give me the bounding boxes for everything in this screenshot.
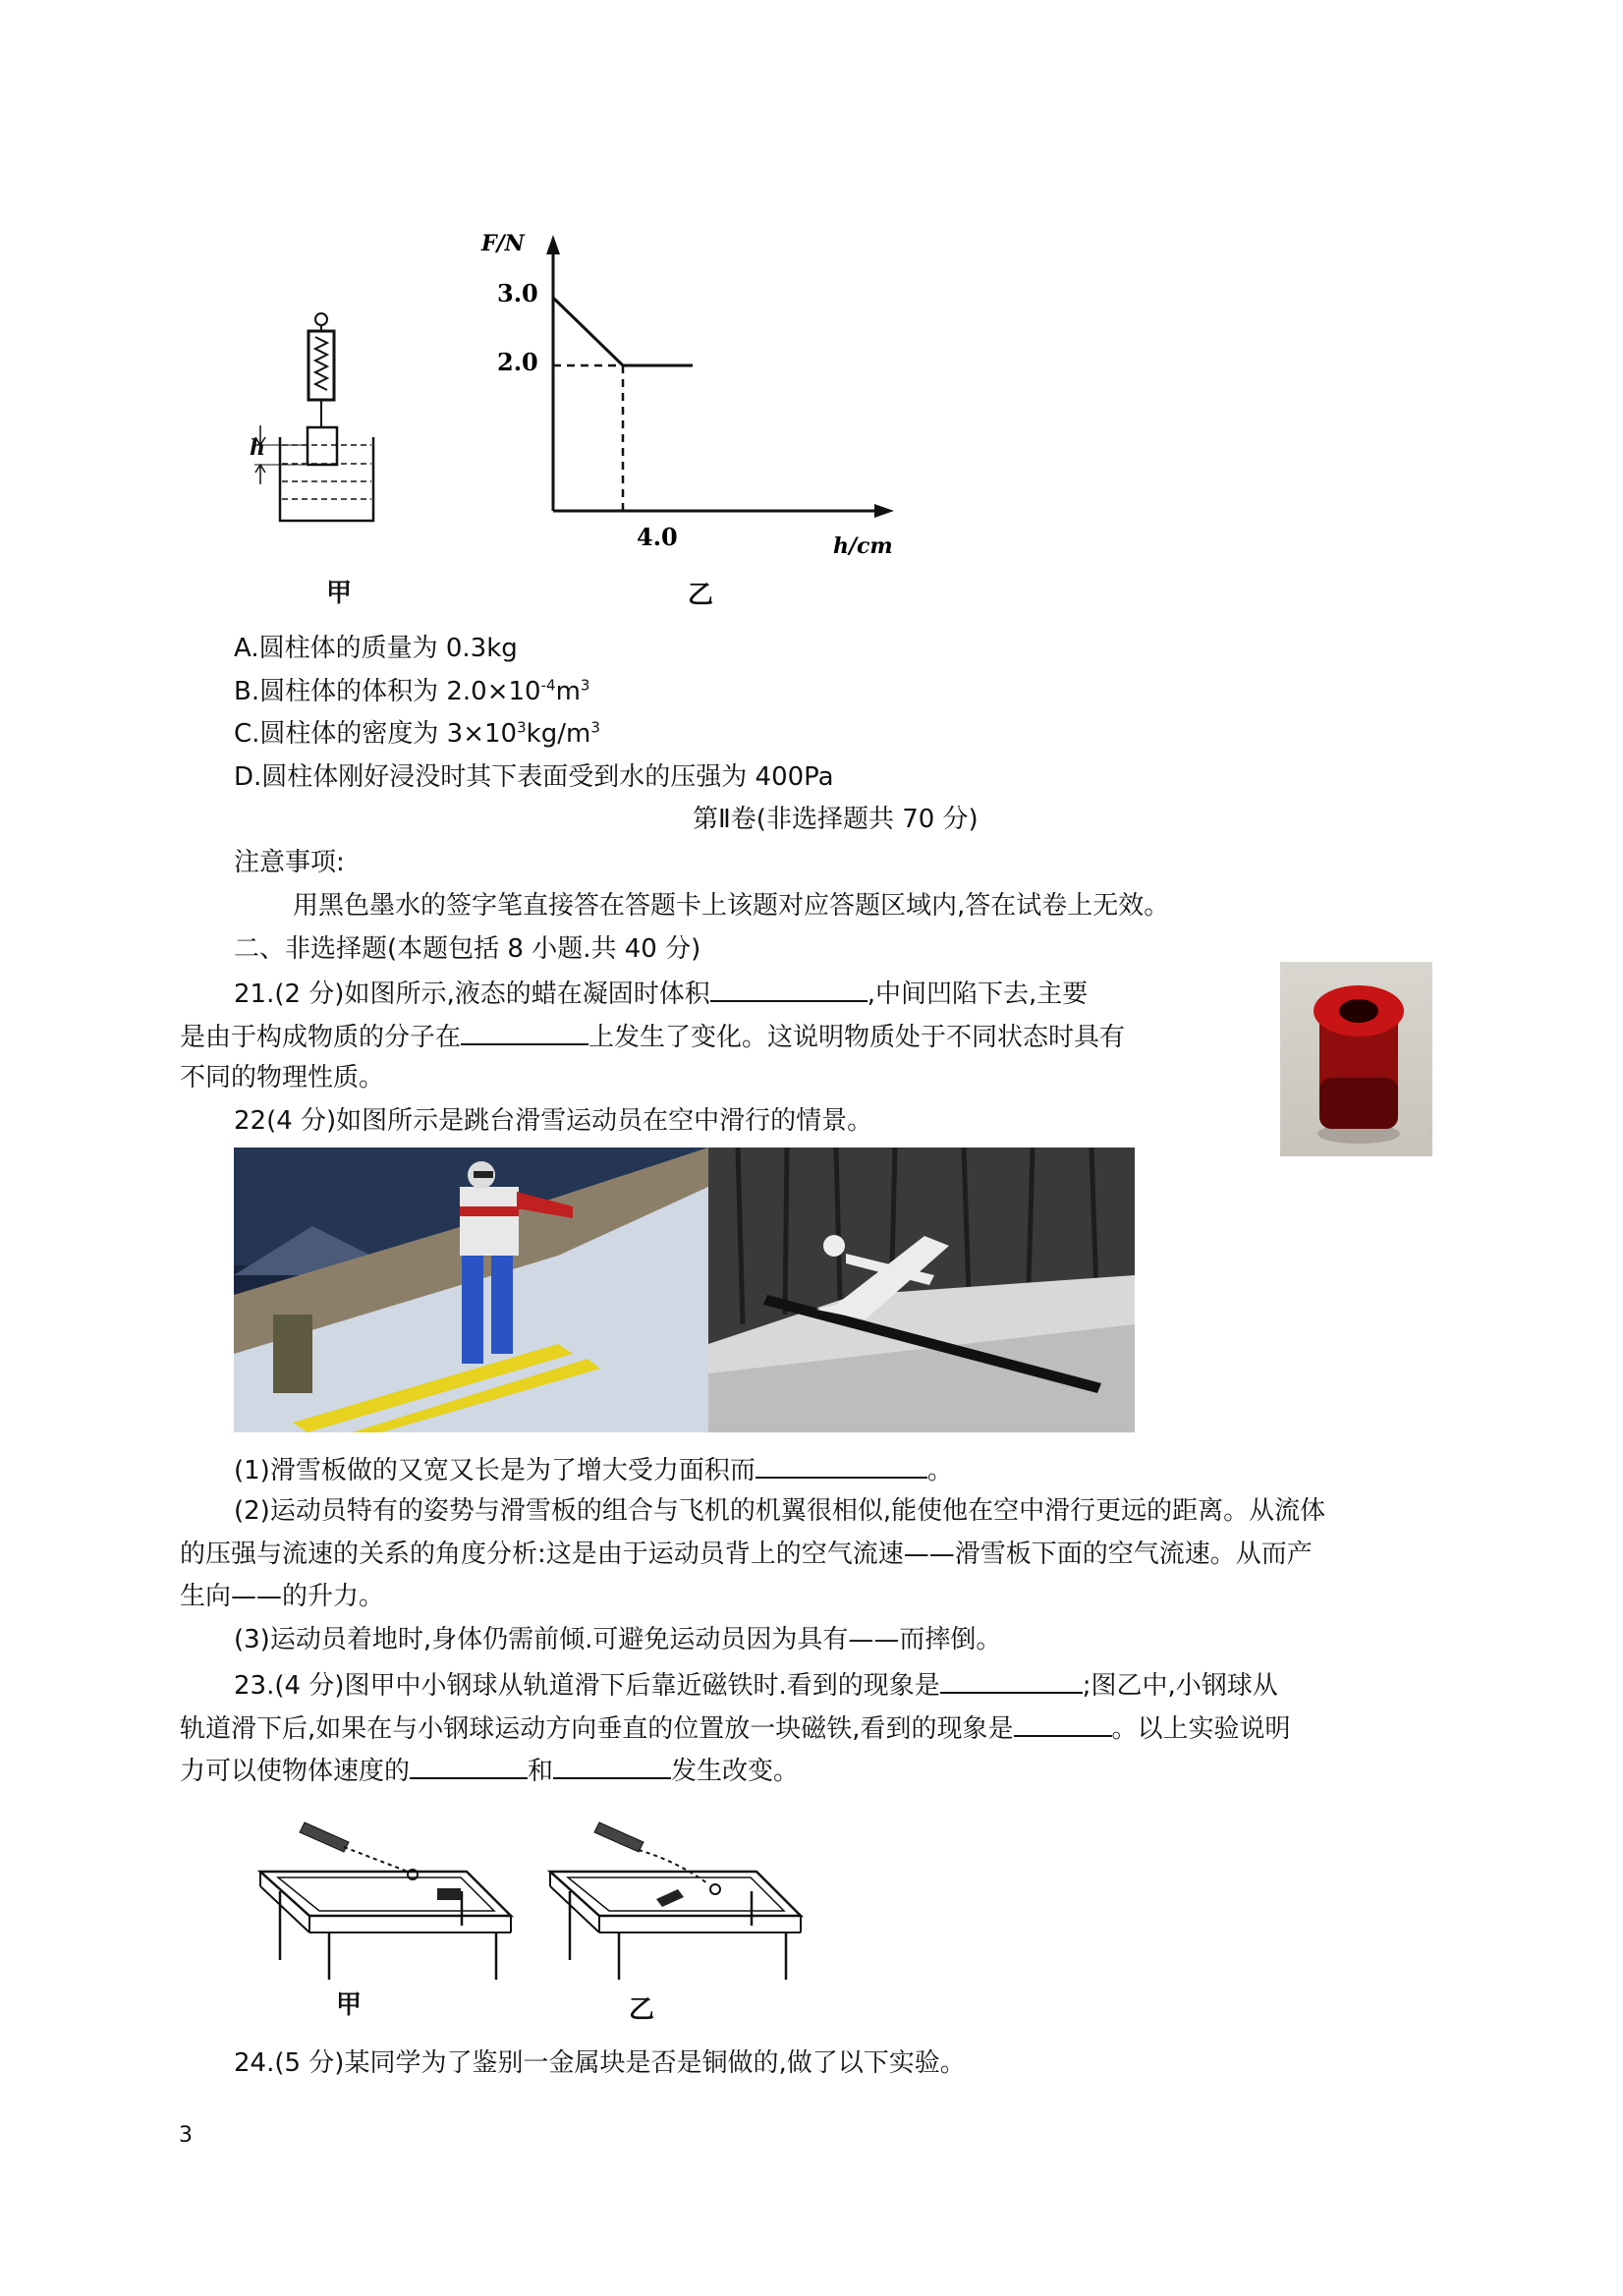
q23-line-2: 轨道滑下后,如果在与小钢球运动方向垂直的位置放一块磁铁,看到的现象是 。以上实验说明 [180,1709,1291,1746]
y-tick-label-3: 3.0 [497,279,538,308]
answer-blank[interactable] [940,1666,1083,1694]
notice-body: 用黑色墨水的签字笔直接答在答题卡上该题对应答题区域内,答在试卷上无效。 [293,891,1170,921]
x-axis-arrow [874,504,894,518]
experiment-caption-yi: 乙 [629,1995,655,2025]
page-number: 3 [179,2123,193,2148]
q22-part2-line1: (2)运动员特有的姿势与滑雪板的组合与飞机的机翼很相似,能使他在空中滑行更远的距离。从流体 [234,1496,1326,1526]
answer-blank[interactable] [756,1451,927,1479]
section-heading: 二、非选择题(本题包括 8 小题.共 40 分) [234,934,701,964]
part2-title: 第Ⅱ卷(非选择题共 70 分) [693,805,979,834]
q21-line-2: 是由于构成物质的分子在 上发生了变化。这说明物质处于不同状态时具有 [180,1018,1125,1054]
q21-line-1: 21.(2 分)如图所示,液态的蜡在凝固时体积 ,中间凹陷下去,主要 [234,975,1088,1011]
option-d: D.圆柱体刚好浸没时其下表面受到水的压强为 400Pa [234,762,834,792]
q22-intro: 22(4 分)如图所示是跳台滑雪运动员在空中滑行的情景。 [234,1106,873,1136]
y-axis-label: F/N [481,231,525,256]
q22-part1: (1)滑雪板做的又宽又长是为了增大受力面积而 。 [234,1451,953,1487]
force-depth-graph [462,221,933,565]
q24-text: 24.(5 分)某同学为了鉴别一金属块是否是铜做的,做了以下实验。 [234,2048,966,2078]
ski-jumper-photo-gray [708,1148,1135,1432]
q22-part2-line3: 生向——的升力。 [180,1582,385,1611]
q22-part2-line2: 的压强与流速的关系的角度分析:这是由于运动员背上的空气流速——滑雪板下面的空气流速。从而产 [180,1540,1313,1569]
series-line [553,298,693,365]
answer-blank[interactable] [553,1752,671,1779]
answer-blank[interactable] [410,1752,528,1779]
ski-jumper-photo-color [234,1148,708,1432]
q21-line-3: 不同的物理性质。 [180,1063,385,1092]
experiment-caption-jia: 甲 [336,1990,363,2020]
answer-blank[interactable] [710,975,867,1002]
q22-part3: (3)运动员着地时,身体仍需前倾.可避免运动员因为具有——而摔倒。 [234,1625,1002,1654]
q23-line-1: 23.(4 分)图甲中小钢球从轨道滑下后靠近磁铁时.看到的现象是 ;图乙中,小钢球从 [234,1666,1278,1703]
answer-blank[interactable] [1014,1709,1112,1737]
y-axis-arrow [546,235,560,254]
h-label: h [250,435,265,461]
option-c: C.圆柱体的密度为 $3\times 10^3kg/m^3$ [234,718,600,749]
option-a: A.圆柱体的质量为 0.3kg [234,634,518,663]
q23-line-3: 力可以使物体速度的 和 发生改变。 [180,1752,799,1788]
notice-heading: 注意事项: [234,848,345,877]
experiment-figure-jia [251,1803,526,1989]
figure-caption-yi: 乙 [688,581,714,610]
answer-blank[interactable] [461,1018,588,1045]
figure-caption-jia: 甲 [326,579,353,608]
wax-photo [1280,962,1432,1156]
spring-scale-figure [241,300,388,535]
x-tick-label-4: 4.0 [637,523,678,551]
x-axis-label: h/cm [833,533,893,559]
y-tick-label-2: 2.0 [497,348,538,376]
option-b: B.圆柱体的体积为 $2.0\times 10^{-4}m^3$ [234,676,590,706]
experiment-figure-yi [540,1803,815,1989]
